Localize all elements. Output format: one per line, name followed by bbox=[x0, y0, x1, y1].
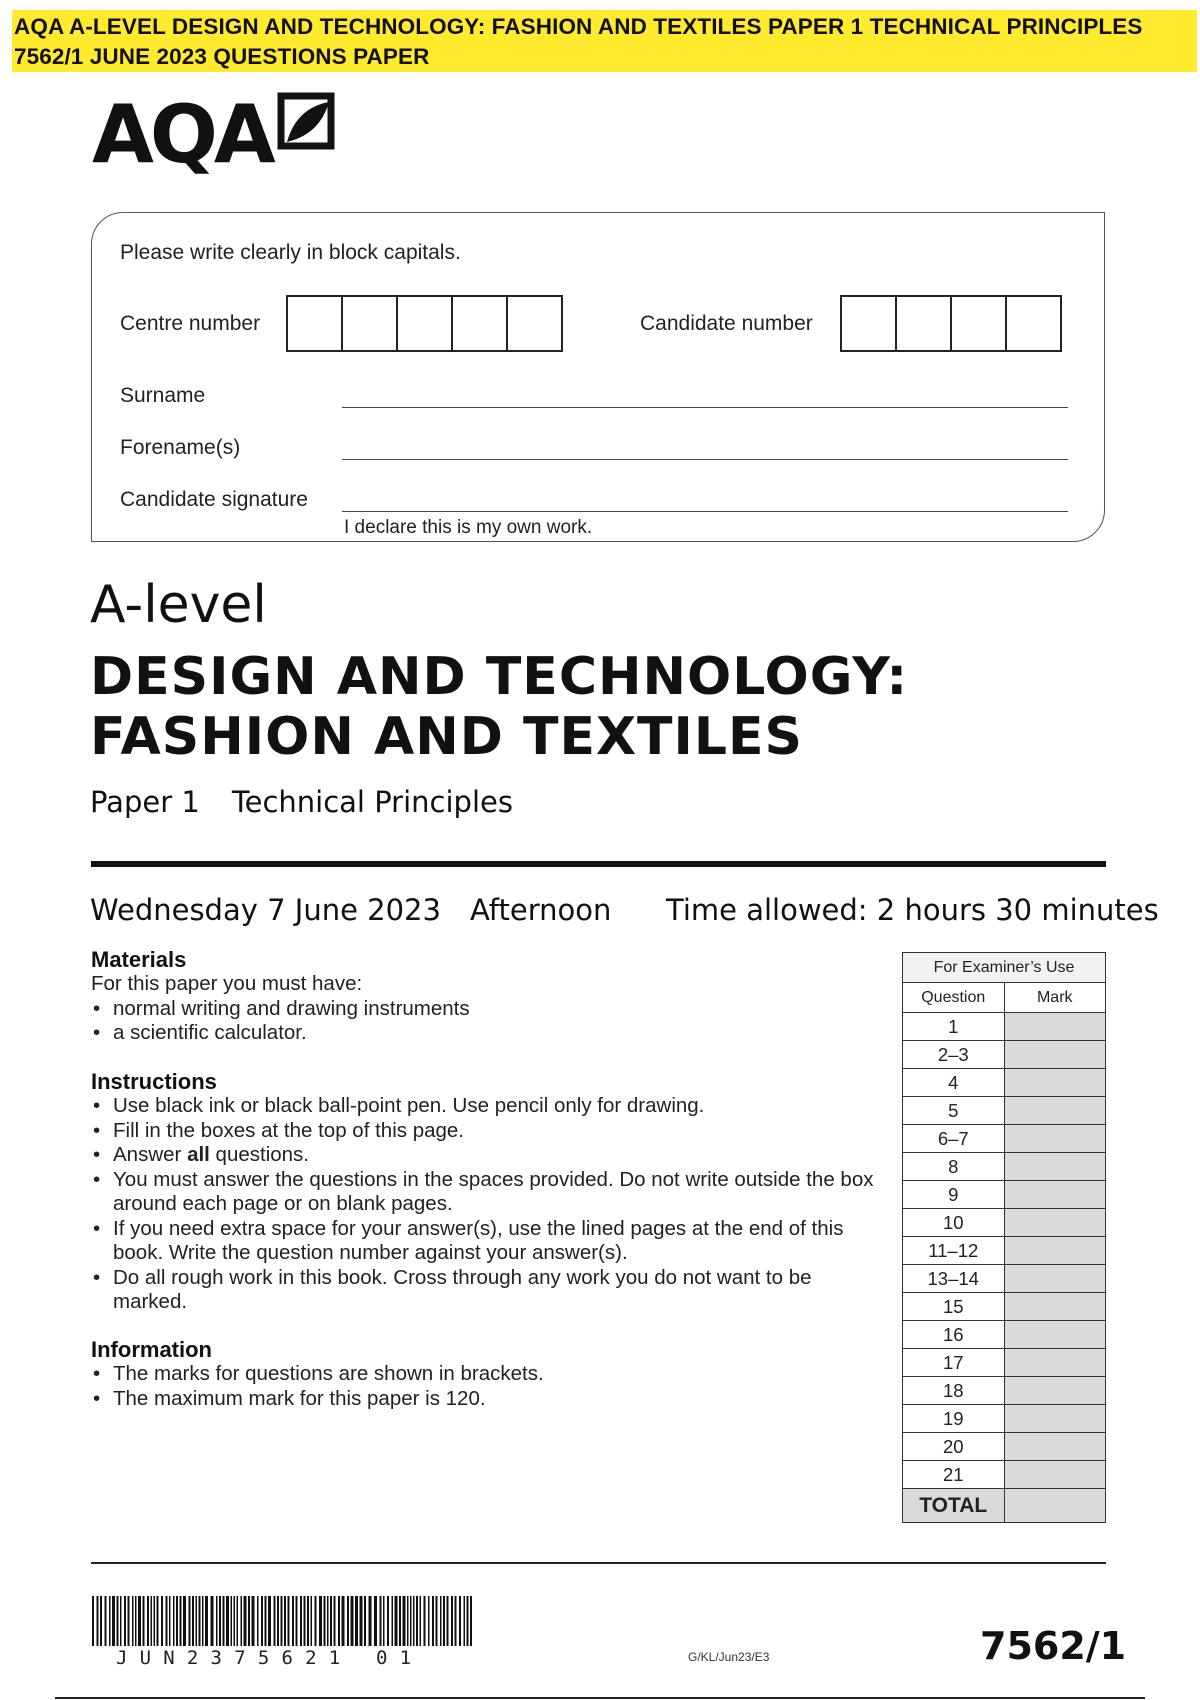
table-row bbox=[903, 1405, 1106, 1433]
barcode-bar bbox=[311, 1596, 313, 1646]
centre-digit-box[interactable] bbox=[286, 295, 343, 352]
materials-heading: Materials bbox=[91, 947, 187, 972]
header-divider bbox=[91, 861, 1106, 867]
barcode-bar bbox=[166, 1596, 168, 1646]
total-label: TOTAL bbox=[903, 1489, 1005, 1523]
question-number-cell: 13–14 bbox=[903, 1265, 1005, 1293]
barcode-bar bbox=[151, 1596, 153, 1646]
list-item: • Answer all questions. bbox=[91, 1143, 891, 1168]
information-heading: Information bbox=[91, 1337, 212, 1362]
mark-cell bbox=[1004, 1153, 1106, 1181]
barcode-bar bbox=[399, 1596, 401, 1646]
barcode-bar bbox=[135, 1596, 137, 1646]
barcode-bar bbox=[226, 1596, 229, 1646]
candidate-number-label: Candidate number bbox=[640, 312, 813, 335]
question-number-cell: 19 bbox=[903, 1405, 1005, 1433]
paper-title: Technical Principles bbox=[231, 785, 513, 819]
barcode-bar bbox=[261, 1596, 263, 1646]
barcode-bar bbox=[157, 1596, 159, 1646]
barcode-bar bbox=[360, 1596, 363, 1646]
mark-cell bbox=[1004, 1041, 1106, 1069]
barcode-bar bbox=[244, 1596, 247, 1646]
barcode-bar bbox=[315, 1596, 317, 1646]
barcode-bar bbox=[205, 1596, 208, 1646]
candidate-digit-box[interactable] bbox=[840, 295, 897, 352]
barcode-bar bbox=[117, 1596, 119, 1646]
subject-title-line1: DESIGN AND TECHNOLOGY: bbox=[90, 647, 909, 707]
table-row bbox=[903, 1237, 1106, 1265]
barcode-bar bbox=[97, 1596, 99, 1646]
barcode-bar bbox=[268, 1596, 271, 1646]
barcode-bar bbox=[364, 1596, 366, 1646]
barcode-bar bbox=[403, 1596, 406, 1646]
question-column-header: Question bbox=[903, 983, 1005, 1013]
surname-label: Surname bbox=[120, 384, 206, 407]
barcode-bar bbox=[173, 1596, 175, 1646]
list-item: • The maximum mark for this paper is 120. bbox=[91, 1387, 891, 1412]
barcode-bar bbox=[219, 1596, 221, 1646]
question-number-cell: 9 bbox=[903, 1181, 1005, 1209]
barcode-bar bbox=[387, 1596, 389, 1646]
barcode-bar bbox=[407, 1596, 409, 1646]
barcode-bar bbox=[451, 1596, 453, 1646]
list-item: • Do all rough work in this book. Cross through any work you do not want to be marked. bbox=[91, 1266, 843, 1315]
barcode-bar bbox=[355, 1596, 358, 1646]
paper-code: 7562/1 bbox=[980, 1624, 1127, 1668]
list-item: • If you need extra space for your answer(s), use the lined pages at the end of this book. Write the question number against your answer(s). bbox=[91, 1217, 891, 1266]
barcode-bar bbox=[105, 1596, 107, 1646]
question-number-cell: 10 bbox=[903, 1209, 1005, 1237]
forenames-field[interactable] bbox=[342, 459, 1068, 460]
list-item: • The marks for questions are shown in brackets. bbox=[91, 1362, 891, 1387]
list-item: • normal writing and drawing instruments bbox=[91, 997, 891, 1022]
barcode-bar bbox=[307, 1596, 309, 1646]
barcode-bar bbox=[112, 1596, 115, 1646]
table-row bbox=[903, 1461, 1106, 1489]
barcode-bar bbox=[296, 1596, 298, 1646]
barcode-bar bbox=[436, 1596, 438, 1646]
logo-text: AQA bbox=[92, 88, 272, 181]
mark-cell bbox=[1004, 1097, 1106, 1125]
barcode-bar bbox=[234, 1596, 236, 1646]
signature-field[interactable] bbox=[342, 511, 1068, 512]
barcode-bar bbox=[324, 1596, 326, 1646]
mark-cell bbox=[1004, 1265, 1106, 1293]
surname-field[interactable] bbox=[342, 407, 1068, 408]
table-row bbox=[903, 1153, 1106, 1181]
centre-digit-box[interactable] bbox=[341, 295, 398, 352]
barcode-bar bbox=[464, 1596, 466, 1646]
question-number-cell: 18 bbox=[903, 1377, 1005, 1405]
mark-cell bbox=[1004, 1349, 1106, 1377]
barcode-bar bbox=[128, 1596, 130, 1646]
list-item: • Use black ink or black ball-point pen. Use pencil only for drawing. bbox=[91, 1094, 891, 1119]
barcode-bar bbox=[248, 1596, 250, 1646]
exam-session: Afternoon bbox=[470, 893, 612, 927]
barcode-bar bbox=[288, 1596, 290, 1646]
barcode-bar bbox=[183, 1596, 186, 1646]
mark-cell bbox=[1004, 1209, 1106, 1237]
barcode-bar bbox=[180, 1596, 182, 1646]
subject-title-line2: FASHION AND TEXTILES bbox=[90, 707, 803, 767]
barcode-bar bbox=[467, 1596, 469, 1646]
barcode bbox=[92, 1596, 476, 1646]
barcode-bar bbox=[459, 1596, 461, 1646]
mark-cell bbox=[1004, 1237, 1106, 1265]
barcode-bar bbox=[470, 1596, 472, 1646]
barcode-bar bbox=[138, 1596, 141, 1646]
candidate-number-boxes[interactable] bbox=[840, 295, 1062, 352]
barcode-bar bbox=[432, 1596, 434, 1646]
question-number-cell: 5 bbox=[903, 1097, 1005, 1125]
barcode-bar bbox=[319, 1596, 322, 1646]
table-row bbox=[903, 1349, 1106, 1377]
question-number-cell: 6–7 bbox=[903, 1125, 1005, 1153]
barcode-bar bbox=[211, 1596, 214, 1646]
reference-code: G/KL/Jun23/E3 bbox=[688, 1650, 770, 1664]
signature-label: Candidate signature bbox=[120, 488, 308, 511]
barcode-bar bbox=[196, 1596, 198, 1646]
mark-cell bbox=[1004, 1377, 1106, 1405]
barcode-bar bbox=[281, 1596, 283, 1646]
question-number-cell: 1 bbox=[903, 1013, 1005, 1041]
barcode-bar bbox=[304, 1596, 306, 1646]
exam-date: Wednesday 7 June 2023 bbox=[90, 893, 441, 927]
mark-cell bbox=[1004, 1181, 1106, 1209]
barcode-bar bbox=[120, 1596, 122, 1646]
barcode-bar bbox=[413, 1596, 415, 1646]
forenames-label: Forename(s) bbox=[120, 436, 241, 459]
barcode-bar bbox=[347, 1596, 349, 1646]
barcode-bar bbox=[223, 1596, 225, 1646]
page-bottom-border bbox=[55, 1697, 1145, 1699]
barcode-bar bbox=[440, 1596, 442, 1646]
barcode-bar bbox=[274, 1596, 276, 1646]
centre-digit-box[interactable] bbox=[396, 295, 453, 352]
question-number-cell: 2–3 bbox=[903, 1041, 1005, 1069]
banner-title: AQA A-LEVEL DESIGN AND TECHNOLOGY: FASHION AND TEXTILES PAPER 1 TECHNICAL PRINCIPLES 7562/1 JUNE 2023 QUESTIONS PAPER bbox=[14, 14, 1143, 69]
paper-number: Paper 1 bbox=[90, 785, 200, 819]
table-row bbox=[903, 1181, 1106, 1209]
title-banner bbox=[12, 10, 1197, 72]
examiner-table-title: For Examiner’s Use bbox=[903, 953, 1106, 983]
question-number-cell: 21 bbox=[903, 1461, 1005, 1489]
mark-cell bbox=[1004, 1433, 1106, 1461]
examiner-use-table bbox=[902, 952, 1106, 1523]
list-item: • Fill in the boxes at the top of this page. bbox=[91, 1119, 891, 1144]
barcode-bar bbox=[124, 1596, 126, 1646]
qualification-level: A-level bbox=[90, 575, 267, 635]
mark-cell bbox=[1004, 1125, 1106, 1153]
barcode-bar bbox=[109, 1596, 111, 1646]
question-number-cell: 8 bbox=[903, 1153, 1005, 1181]
barcode-bar bbox=[369, 1596, 372, 1646]
table-row bbox=[903, 1097, 1106, 1125]
barcode-bar bbox=[338, 1596, 340, 1646]
barcode-bar bbox=[416, 1596, 418, 1646]
barcode-bar bbox=[327, 1596, 329, 1646]
mark-cell bbox=[1004, 1405, 1106, 1433]
barcode-bar bbox=[424, 1596, 426, 1646]
question-number-cell: 20 bbox=[903, 1433, 1005, 1461]
barcode-bar bbox=[202, 1596, 204, 1646]
candidate-details-box bbox=[91, 212, 1105, 542]
barcode-bar bbox=[292, 1596, 294, 1646]
mark-column-header: Mark bbox=[1004, 983, 1106, 1013]
barcode-bar bbox=[169, 1596, 171, 1646]
barcode-bar bbox=[199, 1596, 201, 1646]
barcode-bar bbox=[161, 1596, 163, 1646]
barcode-bar bbox=[395, 1596, 398, 1646]
barcode-bar bbox=[392, 1596, 394, 1646]
declaration-text: I declare this is my own work. bbox=[344, 517, 593, 538]
table-row bbox=[903, 1265, 1106, 1293]
block-capitals-instruction: Please write clearly in block capitals. bbox=[120, 241, 461, 264]
question-number-cell: 17 bbox=[903, 1349, 1005, 1377]
materials-intro: For this paper you must have: bbox=[91, 972, 363, 995]
barcode-bar bbox=[192, 1596, 194, 1646]
question-number-cell: 16 bbox=[903, 1321, 1005, 1349]
barcode-bar bbox=[216, 1596, 218, 1646]
barcode-bar bbox=[143, 1596, 145, 1646]
information-section bbox=[91, 1337, 891, 1411]
list-item: • a scientific calculator. bbox=[91, 1021, 891, 1046]
table-row bbox=[903, 1321, 1106, 1349]
barcode-bar bbox=[284, 1596, 286, 1646]
barcode-bar bbox=[92, 1596, 94, 1646]
question-number-cell: 4 bbox=[903, 1069, 1005, 1097]
question-number-cell: 11–12 bbox=[903, 1237, 1005, 1265]
barcode-bar bbox=[176, 1596, 178, 1646]
total-row bbox=[903, 1489, 1106, 1523]
barcode-bar bbox=[447, 1596, 449, 1646]
subject-title bbox=[90, 647, 908, 767]
centre-digit-box[interactable] bbox=[451, 295, 508, 352]
barcode-bar bbox=[277, 1596, 279, 1646]
barcode-bar bbox=[342, 1596, 345, 1646]
barcode-bar bbox=[154, 1596, 156, 1646]
mark-cell bbox=[1004, 1013, 1106, 1041]
logo-leaf-icon bbox=[277, 92, 335, 150]
barcode-bar bbox=[189, 1596, 191, 1646]
barcode-bar bbox=[241, 1596, 243, 1646]
barcode-bar bbox=[330, 1596, 332, 1646]
table-row bbox=[903, 1013, 1106, 1041]
table-row bbox=[903, 1209, 1106, 1237]
materials-section bbox=[91, 947, 891, 1046]
centre-digit-box[interactable] bbox=[506, 295, 563, 352]
instructions-heading: Instructions bbox=[91, 1069, 217, 1094]
barcode-bar bbox=[410, 1596, 412, 1646]
barcode-bar bbox=[380, 1596, 382, 1646]
barcode-bar bbox=[455, 1596, 457, 1646]
barcode-bar bbox=[443, 1596, 445, 1646]
candidate-digit-box[interactable] bbox=[895, 295, 952, 352]
barcode-bar bbox=[147, 1596, 149, 1646]
barcode-bar bbox=[257, 1596, 259, 1646]
table-row bbox=[903, 1433, 1106, 1461]
barcode-bar bbox=[231, 1596, 233, 1646]
candidate-digit-box[interactable] bbox=[950, 295, 1007, 352]
barcode-bar bbox=[252, 1596, 255, 1646]
instructions-section bbox=[91, 1069, 891, 1315]
table-row bbox=[903, 1041, 1106, 1069]
barcode-bar bbox=[237, 1596, 239, 1646]
list-item: • You must answer the questions in the spaces provided. Do not write outside the box around each page or on blank pages. bbox=[91, 1168, 891, 1217]
barcode-bar bbox=[351, 1596, 354, 1646]
barcode-bar bbox=[300, 1596, 302, 1646]
mark-cell bbox=[1004, 1321, 1106, 1349]
mark-cell bbox=[1004, 1461, 1106, 1489]
barcode-bar bbox=[374, 1596, 377, 1646]
centre-number-boxes[interactable] bbox=[286, 295, 563, 352]
table-row bbox=[903, 1125, 1106, 1153]
barcode-bar bbox=[428, 1596, 430, 1646]
mark-cell bbox=[1004, 1069, 1106, 1097]
paper-name bbox=[90, 785, 513, 819]
barcode-bar bbox=[383, 1596, 385, 1646]
barcode-bar bbox=[420, 1596, 422, 1646]
footer-divider bbox=[91, 1562, 1106, 1564]
barcode-bar bbox=[132, 1596, 134, 1646]
total-mark-cell bbox=[1004, 1489, 1106, 1523]
barcode-digits: JUN2375621 01 bbox=[116, 1647, 424, 1669]
barcode-bar bbox=[100, 1596, 102, 1646]
table-row bbox=[903, 1377, 1106, 1405]
centre-number-label: Centre number bbox=[120, 312, 261, 335]
barcode-bar bbox=[334, 1596, 336, 1646]
time-allowed: Time allowed: 2 hours 30 minutes bbox=[666, 893, 1159, 927]
table-row bbox=[903, 1069, 1106, 1097]
table-row bbox=[903, 1293, 1106, 1321]
candidate-digit-box[interactable] bbox=[1005, 295, 1062, 352]
question-number-cell: 15 bbox=[903, 1293, 1005, 1321]
mark-cell bbox=[1004, 1293, 1106, 1321]
barcode-bar bbox=[265, 1596, 267, 1646]
